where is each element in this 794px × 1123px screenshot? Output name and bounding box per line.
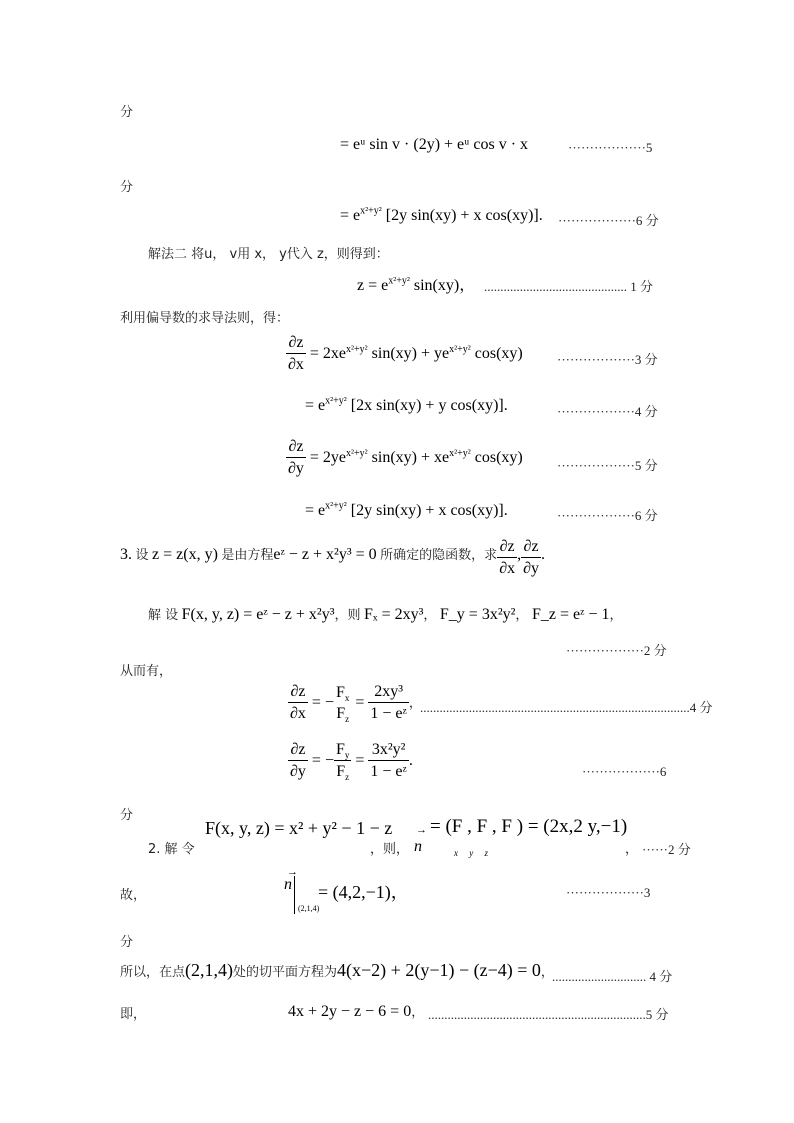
comma: ， xyxy=(408,696,422,712)
equation-line xyxy=(357,272,475,295)
frac-den: 1 − eᶻ xyxy=(370,763,407,780)
partial-fx: Fₓ = 2xy³ xyxy=(364,606,424,623)
exponent: x²+y² xyxy=(346,343,368,355)
result-dz-dy: $\frac{\partial z}{\partial y}$ = − $\frac{F_y}{F_z}$ = $\frac{\text{3x²y²}}{\text{1 − eᶻ}}$ . xyxy=(290,741,413,783)
partial-fy: F_y = 3x²y² xyxy=(439,606,516,623)
problem-3-statement: 3. 设 z = z(x, y) 是由方程eᶻ − z + x²y³ = 0 所确定的隐函数，求 $\frac{\partial z}{\partial x}$ , $\frac{\partial z}{\partial y}$ . xyxy=(120,537,545,580)
solution-equation: F(x, y, z) = eᶻ − z + x²y³ xyxy=(181,606,335,623)
frac-num: 3x²y² xyxy=(368,740,409,761)
result-dz-dx: $\frac{\partial z}{\partial x}$ = − $F_x$ $F_z$ = $\frac{\text{2xy³}}{\text{1 − eᶻ}}$ ， xyxy=(290,683,422,724)
gradient-equation: = (F , F , F ) = (2x,2 y,−1) xyxy=(430,816,628,837)
solution-text: ，则 xyxy=(334,608,361,623)
final-equation xyxy=(288,1001,424,1021)
frac-num: ∂z xyxy=(523,538,539,555)
period: . xyxy=(541,546,545,563)
tangent-plane-line xyxy=(120,960,554,981)
comma: ， xyxy=(411,1005,425,1020)
tangent-equation: 4(x−2) + 2(y−1) − (z−4) = 0 xyxy=(337,960,541,980)
normal-at-point xyxy=(284,866,320,914)
subscripts: x y z xyxy=(454,848,488,858)
tangent-point: (2,1,4) xyxy=(185,960,234,980)
partial-fz: F_z = eᶻ − 1 xyxy=(531,606,610,623)
hence-text: 从而有， xyxy=(120,664,173,679)
problem-2-label: 2. 解 令 xyxy=(148,842,195,857)
expr-part: cos(xy) xyxy=(474,449,523,467)
frac-den: ∂y xyxy=(521,557,541,580)
expr-part: = 2xe xyxy=(309,345,347,363)
tangent-text: 所以，在点 xyxy=(120,965,186,980)
frac-den: ∂y xyxy=(288,460,304,477)
expr-body: [2x sin(xy) + y cos(xy)]. xyxy=(350,397,508,414)
subscript: z xyxy=(345,713,350,724)
frac-num: ∂z xyxy=(286,333,306,354)
problem-text: 设 xyxy=(135,548,149,563)
exponent: x²+y² xyxy=(360,205,382,217)
hence-label: 故， xyxy=(120,888,147,903)
arrow-icon: → xyxy=(287,866,298,878)
partial-dz-dx xyxy=(286,333,523,376)
problem-number: 3. xyxy=(120,546,132,563)
frac-num: ∂z xyxy=(288,682,308,703)
frac-num: F xyxy=(335,683,345,701)
score-unit: 分 xyxy=(120,105,134,120)
frac-num: ∂z xyxy=(286,437,306,458)
score-marker: ··················5 xyxy=(568,140,653,155)
score-marker: ............................................ 1 分 xyxy=(484,279,654,294)
equation-line: = eᵘ sin v · (2y) + eᵘ cos v · x xyxy=(340,136,529,153)
problem-text: 所确定的隐函数，求 xyxy=(380,548,498,563)
expr-rhs: sin(xy)， xyxy=(413,277,476,294)
subscript: y xyxy=(344,750,350,761)
subscript: z xyxy=(345,772,350,783)
score-marker: ··················2 分 xyxy=(566,643,667,658)
score-unit: 分 xyxy=(120,808,134,823)
score-marker: ··················5 分 xyxy=(557,458,658,473)
exponent: x²+y² xyxy=(388,275,410,287)
score-marker: ··················3 xyxy=(566,885,651,900)
score-marker: ...................................................................................4 分 xyxy=(420,700,713,715)
equation-line xyxy=(340,207,543,225)
frac-den: 1 − eᶻ xyxy=(370,705,407,722)
subscript: x xyxy=(344,692,350,703)
score-marker: ··················6 xyxy=(582,764,667,779)
solution-3-line xyxy=(148,604,622,624)
evaluation-point: (2,1,4) xyxy=(298,904,320,913)
exponent: x²+y² xyxy=(449,447,471,459)
expr-prefix: = e xyxy=(305,397,326,414)
tangent-text: 处的切平面方程为 xyxy=(233,965,338,980)
frac-num: ∂z xyxy=(499,538,515,555)
expr-prefix: = e xyxy=(340,207,361,224)
equation-line xyxy=(305,397,508,415)
vector-symbol: n xyxy=(414,838,422,855)
exponent: x²+y² xyxy=(325,500,347,512)
frac-den: ∂x xyxy=(497,557,517,580)
vector-symbol: n xyxy=(284,876,292,893)
expr-body: [2y sin(xy) + x cos(xy)]. xyxy=(350,502,508,519)
score-marker: ··················6 分 xyxy=(557,508,658,523)
exponent: x²+y² xyxy=(346,447,368,459)
score-marker: ··················4 分 xyxy=(557,404,658,419)
separator: ， xyxy=(423,608,437,623)
problem-text: 是由方程 xyxy=(221,548,274,563)
solution-text: 解 设 xyxy=(148,608,179,623)
separator: ， xyxy=(609,608,623,623)
normal-value: = (4,2,−1)， xyxy=(318,882,409,902)
score-unit: 分 xyxy=(120,180,134,195)
final-label: 即， xyxy=(120,1007,147,1022)
frac-num: ∂z xyxy=(288,740,308,761)
equation-line xyxy=(305,502,508,520)
method-two-text: 解法二 将u， v用 x， y代入 z，则得到： xyxy=(148,247,389,262)
problem-equation: z = z(x, y) xyxy=(152,546,218,563)
comma: ， xyxy=(540,965,554,980)
rule-text: 利用偏导数的求导法则，得： xyxy=(120,311,290,326)
comma: ， xyxy=(625,842,639,857)
final-equation-text: 4x + 2y − z − 6 = 0 xyxy=(288,1003,412,1020)
separator: ， xyxy=(515,608,529,623)
frac-num: 2xy³ xyxy=(368,682,409,703)
frac-den: ∂x xyxy=(288,356,304,373)
partial-dz-dy xyxy=(286,437,523,480)
period: . xyxy=(408,752,413,770)
problem-2-equation: F(x, y, z) = x² + y² − 1 − z xyxy=(205,818,393,838)
frac-den: F xyxy=(336,704,346,722)
exponent: x²+y² xyxy=(449,343,471,355)
expr-lhs: z = e xyxy=(357,277,389,294)
exponent: x²+y² xyxy=(325,395,347,407)
frac-den: ∂y xyxy=(290,763,306,780)
arrow-icon: → xyxy=(416,824,427,836)
then-text: ，则， xyxy=(370,842,410,857)
score-marker: ··················6 分 xyxy=(558,213,659,228)
score-marker: ··················3 分 xyxy=(557,352,658,367)
score-marker: ······2 分 xyxy=(642,842,691,857)
score-unit: 分 xyxy=(120,935,134,950)
expr-body: [2y sin(xy) + x cos(xy)]. xyxy=(385,207,543,224)
expr-part: = 2ye xyxy=(309,449,347,467)
expr-part: sin(xy) + ye xyxy=(371,345,450,363)
problem-equation: eᶻ − z + x²y³ = 0 xyxy=(273,546,377,563)
frac-num: F xyxy=(335,741,345,758)
expr-prefix: = e xyxy=(305,502,326,519)
frac-den: ∂x xyxy=(290,705,306,722)
normal-vector xyxy=(414,824,427,856)
frac-den: F xyxy=(336,763,346,780)
expr-part: cos(xy) xyxy=(474,345,523,363)
score-marker: ...................................................................5 分 xyxy=(428,1007,669,1022)
score-marker: ............................. 4 分 xyxy=(552,969,673,984)
expr-part: sin(xy) + xe xyxy=(371,449,450,467)
